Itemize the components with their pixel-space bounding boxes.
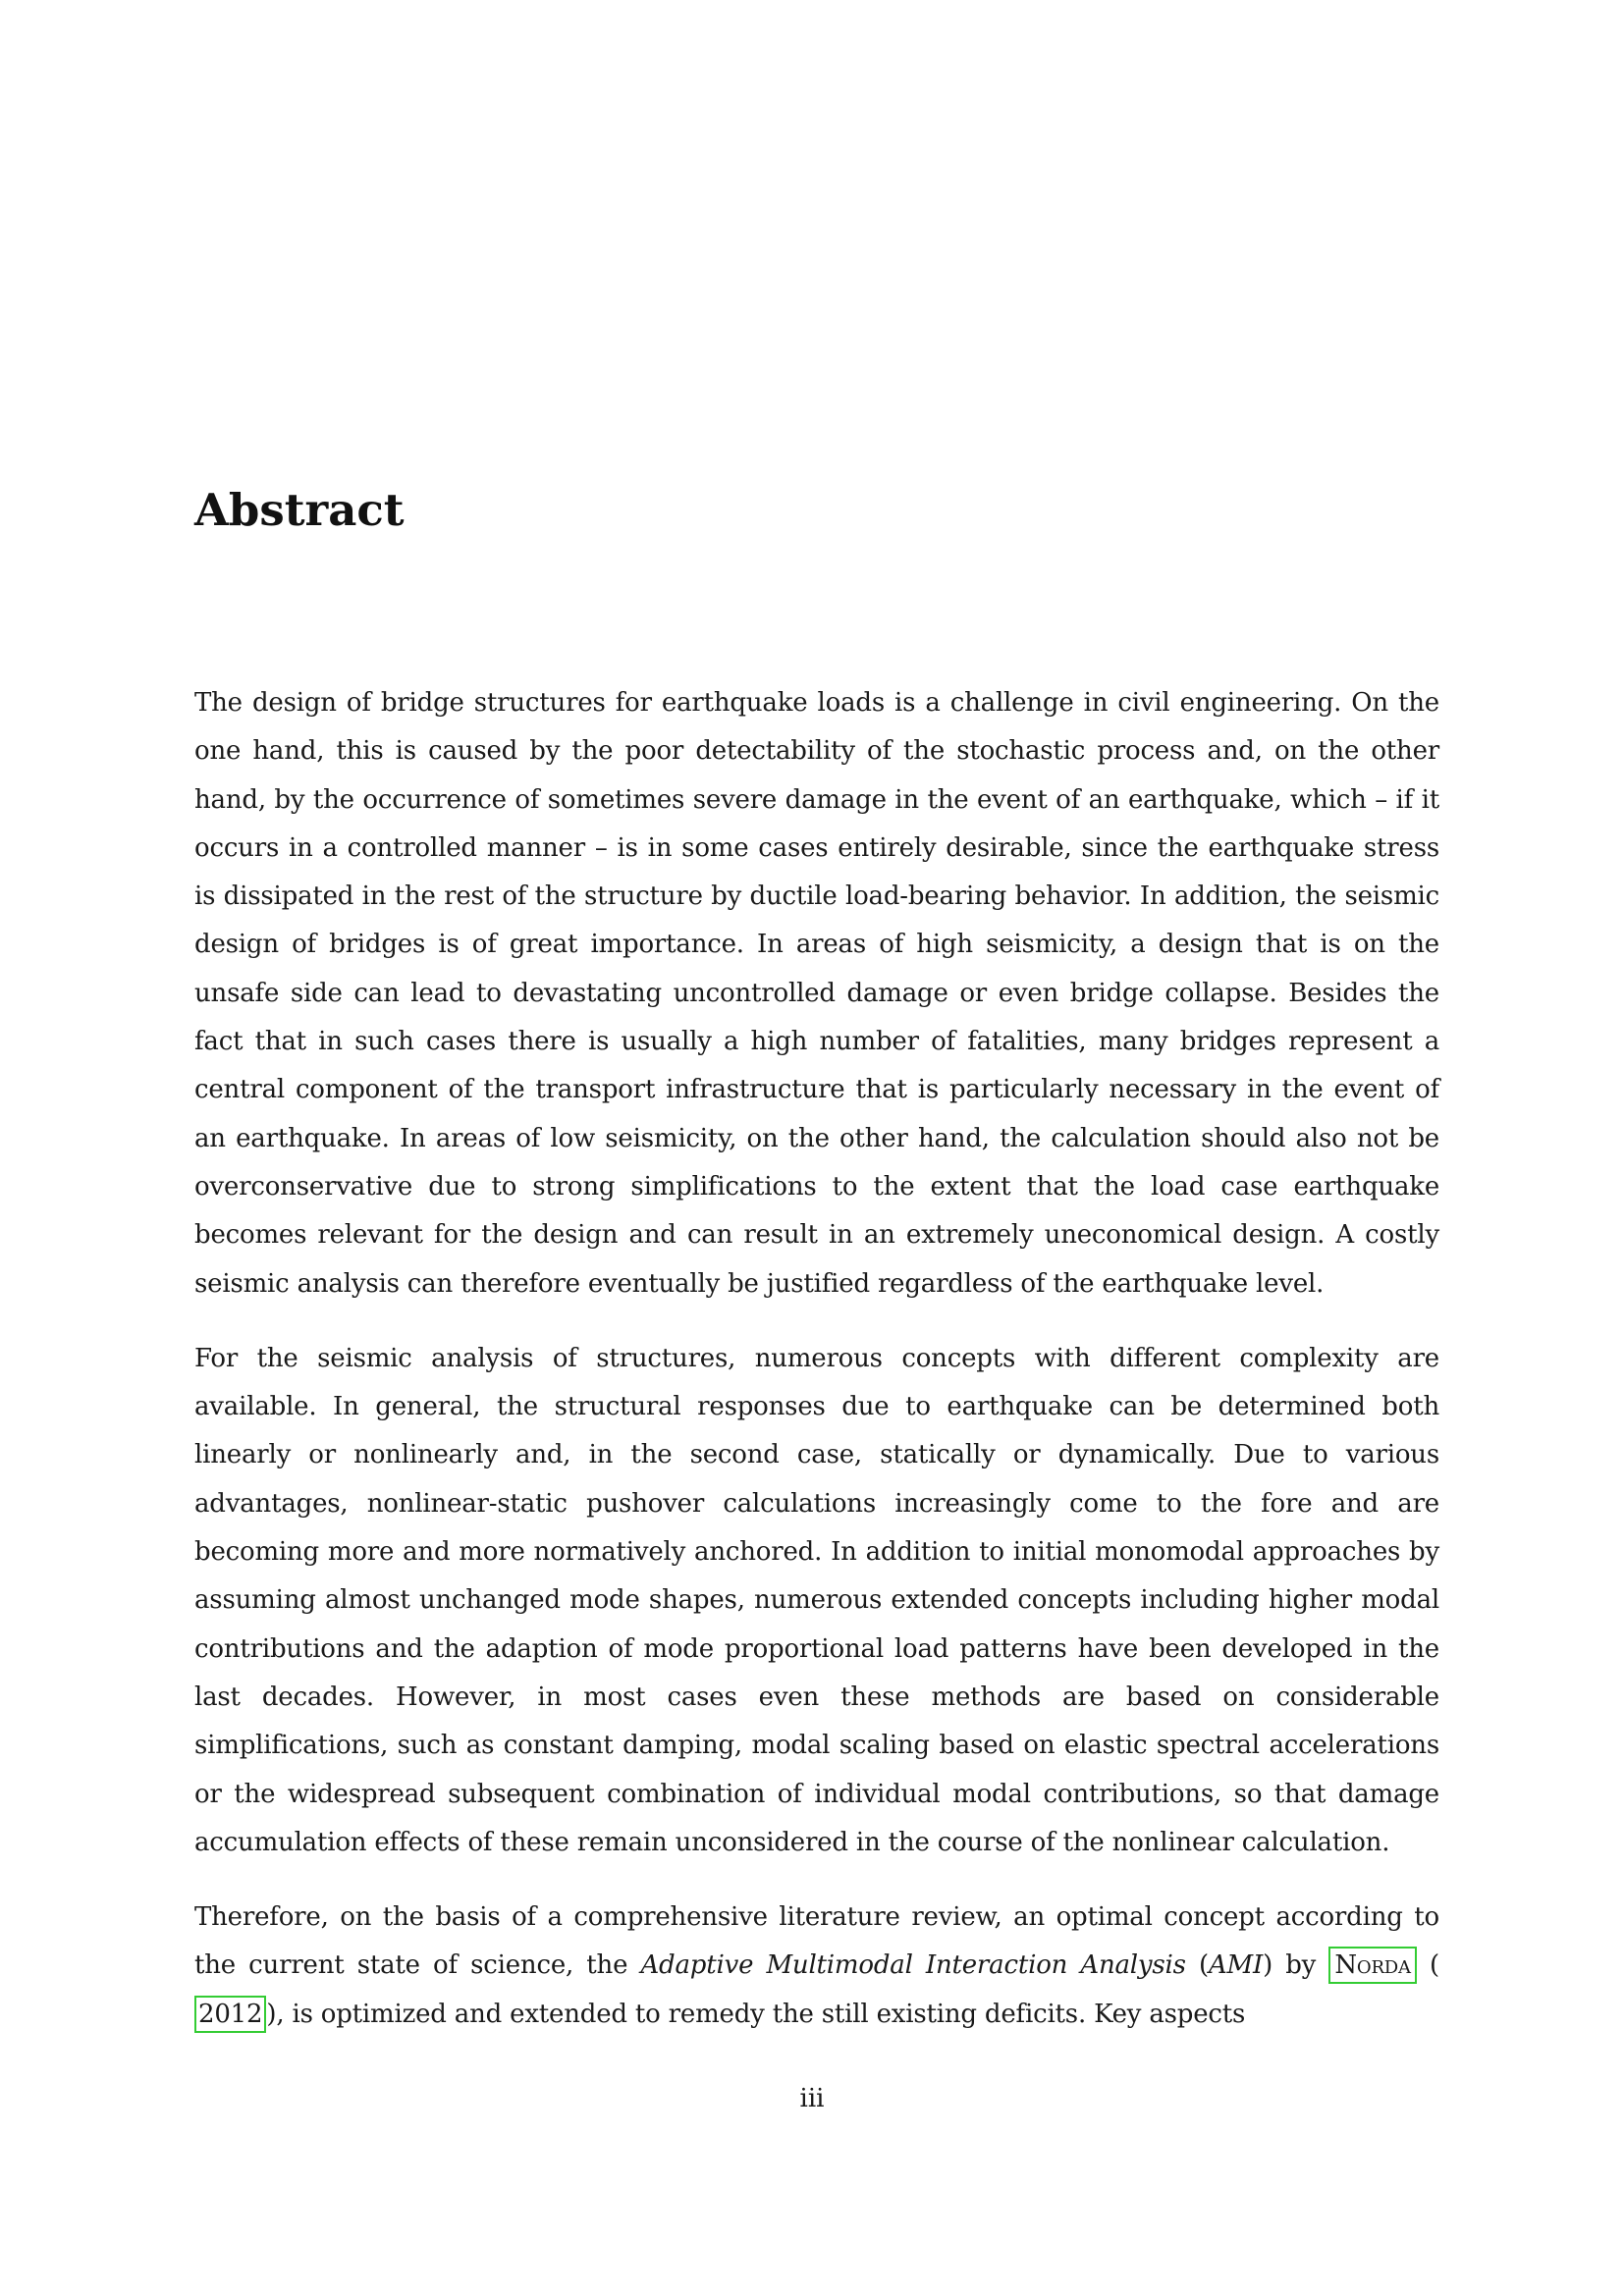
paragraph-2: For the seismic analysis of structures, numerous concepts with different complexity are available. In general, the structural responses due to earthquake can be determined both linearly or nonlinearly and, in the second case, statically or dynamically. Due to various advantages, nonlinear-static pushover calculations increasingly come to the fore and are becoming more and more normatively anchored. In addition to initial monomodal approaches by assuming almost unchanged mode shapes, numerous extended concepts including higher modal contributions and the adaption of mode proportional load patterns have been developed in the last decades. However, in most cases even these methods are based on considerable simplifications, such as constant damping, modal scaling based on elastic spectral accelerations or the widespread subsequent combination of individual modal contributions, so that damage accumulation effects of these remain unconsidered in the course of the nonlinear calculation. — [194, 1343, 1439, 1857]
abstract-body — [194, 679, 1439, 2065]
paragraph-3-text-5: ), is optimized and extended to remedy the still existing deficits. Key aspects — [266, 1999, 1246, 2029]
section-heading: Abstract — [194, 484, 405, 536]
method-abbreviation: AMI — [1208, 1950, 1264, 1981]
paragraph-3 — [194, 1894, 1439, 2039]
paragraph-3-text-2: ( — [1185, 1950, 1209, 1981]
page-number: iii — [799, 2084, 825, 2113]
paragraph-1: The design of bridge structures for earthquake loads is a challenge in civil engineering. On the one hand, this is caused by the poor detectability of the stochastic process and, on the other hand, by the occurrence of sometimes severe damage in the event of an earthquake, which – if it occurs in a controlled manner – is in some cases entirely desirable, since the earthquake stress is dissipated in the rest of the structure by ductile load-bearing behavior. In addition, the seismic design of bridges is of great importance. In areas of high seismicity, a design that is on the unsafe side can lead to devastating uncontrolled damage or even bridge collapse. Besides the fact that in such cases there is usually a high number of fatalities, many bridges represent a central component of the transport infrastructure that is particularly necessary in the event of an earthquake. In areas of low seismicity, on the other hand, the calculation should also not be overconservative due to strong simplifications to the extent that the load case earthquake becomes relevant for the design and can result in an extremely uneconomical design. A costly seismic analysis can therefore eventually be justified regardless of the earthquake level. — [194, 688, 1439, 1299]
paragraph-3-text-3: ) by — [1263, 1950, 1329, 1981]
paragraph-3-text-1: Therefore, on the basis of a comprehensive literature review, an optimal concept according to the current state of science, the — [194, 1902, 1439, 1981]
year-citation-link[interactable]: 2012 — [194, 1996, 266, 2033]
method-name: Adaptive Multimodal Interaction Analysis — [640, 1950, 1186, 1981]
author-reference-link[interactable]: Norda — [1328, 1947, 1417, 1984]
paragraph-3-text-4: ( — [1416, 1950, 1439, 1981]
